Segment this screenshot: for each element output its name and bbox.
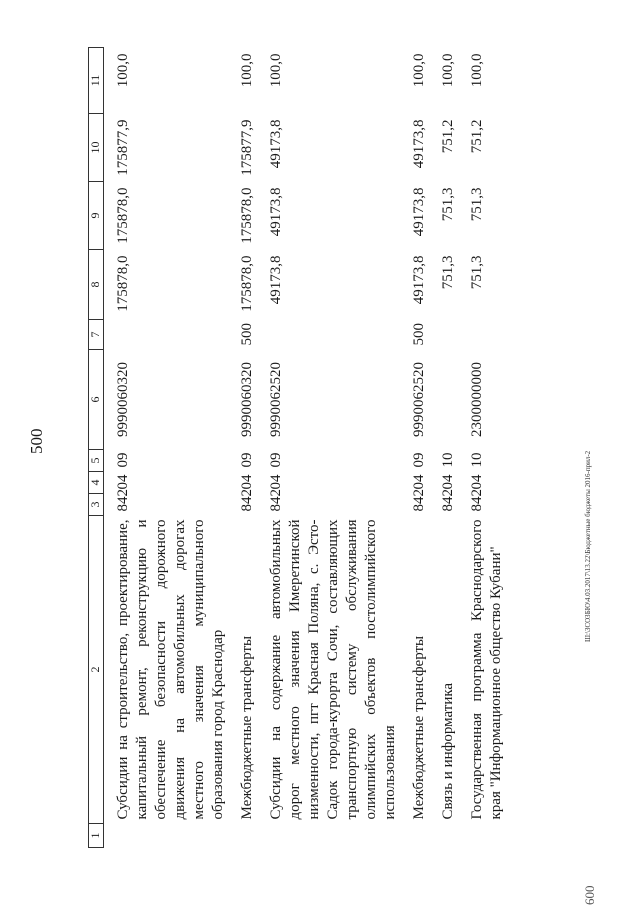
percent-col-11: 100,0	[469, 53, 485, 88]
percent-col-11: 100,0	[115, 53, 131, 88]
table-row	[406, 48, 429, 848]
target-article-code	[435, 350, 458, 450]
section-code: 04	[115, 474, 131, 490]
empty-cell	[110, 824, 228, 848]
grbs-code: 842	[469, 489, 485, 512]
target-article-code: 9990062520	[411, 362, 427, 437]
grbs-code: 842	[440, 489, 456, 512]
row-description: Связь и информатика	[440, 682, 456, 820]
value-col-10: 49173,8	[268, 119, 284, 169]
empty-cell	[464, 824, 506, 848]
table-row	[110, 48, 228, 848]
value-col-10: 175877,9	[115, 119, 131, 176]
target-article-code: 9990060320	[115, 362, 131, 437]
target-article-code: 9990062520	[268, 362, 284, 437]
percent-col-11: 100,0	[268, 53, 284, 88]
subsection-code: 10	[469, 452, 485, 468]
percent-col-11: 100,0	[239, 53, 255, 88]
percent-col-11: 100,0	[411, 53, 427, 88]
row-description: Государственная программа Краснодарского края "Информационное общество Кубани"	[469, 519, 504, 820]
value-col-9: 175878,0	[239, 187, 255, 244]
subsection-code: 09	[268, 452, 284, 468]
value-col-10: 751,2	[440, 119, 456, 154]
table-row	[435, 48, 458, 848]
empty-cell	[406, 824, 429, 848]
grbs-code: 842	[268, 489, 284, 512]
rotated-table-container	[88, 48, 608, 848]
col-header-11: 11	[89, 48, 104, 114]
empty-cell	[263, 824, 400, 848]
row-description: Межбюджетные трансферты	[239, 635, 255, 820]
file-path-note: Ш:\ЗСОЗБЮ\4.03.2017\13.22\Бюджетные бюджеты 2016-прил-2	[584, 450, 592, 642]
col-header-9: 9	[89, 182, 104, 250]
col-header-3: 3	[89, 494, 104, 516]
subsection-code: 09	[115, 452, 131, 468]
expense-type-code: 500	[239, 323, 255, 346]
col-header-2: 2	[89, 516, 104, 824]
col-header-8: 8	[89, 250, 104, 320]
grbs-code: 842	[239, 489, 255, 512]
section-code: 04	[469, 474, 485, 490]
table-row	[464, 48, 506, 848]
value-col-9: 751,3	[469, 187, 485, 222]
col-header-10: 10	[89, 114, 104, 182]
target-article-code: 2300000000	[469, 362, 485, 437]
value-col-9: 175878,0	[115, 187, 131, 244]
expense-type-code: 500	[411, 323, 427, 346]
value-col-9: 49173,8	[268, 187, 284, 237]
subsection-code: 09	[239, 452, 255, 468]
value-col-8: 751,3	[469, 255, 485, 290]
col-header-6: 6	[89, 350, 104, 450]
grbs-code: 842	[115, 489, 131, 512]
corner-page-number: 600	[582, 885, 597, 905]
value-col-8: 751,3	[440, 255, 456, 290]
section-code: 04	[411, 474, 427, 490]
row-description: Субсидии на строительство, проектирование, капитальный ремонт, реконструкцию и обеспечение безопасности дорожного движения на автомобильных дорогах местного значения муниципального образования город Краснодар	[115, 519, 226, 820]
expense-type-code	[110, 320, 228, 350]
value-col-8: 49173,8	[411, 255, 427, 305]
page-number: 500	[27, 428, 46, 454]
table-row	[263, 48, 400, 848]
value-col-8: 175878,0	[115, 255, 131, 312]
value-col-9: 751,3	[440, 187, 456, 222]
section-code: 04	[268, 474, 284, 490]
table-row	[234, 48, 257, 848]
col-header-4: 4	[89, 472, 104, 494]
value-col-8: 49173,8	[268, 255, 284, 305]
value-col-10: 49173,8	[411, 119, 427, 169]
grbs-code: 842	[411, 489, 427, 512]
row-description: Субсидии на содержание автомобильных дорог местного значения Имеретинской низменности, пгт Красная Поляна, с. Эсто-Садок города-курорта Сочи, составляющих транспортную систему обслуживания олимпийских объектов постолимпийского использования	[268, 519, 398, 820]
empty-cell	[234, 824, 257, 848]
expense-type-code	[464, 320, 506, 350]
expense-type-code	[435, 320, 458, 350]
subsection-code: 10	[440, 452, 456, 468]
budget-table	[88, 47, 506, 848]
header-row	[89, 48, 104, 848]
percent-col-11: 100,0	[440, 53, 456, 88]
value-col-9: 49173,8	[411, 187, 427, 237]
value-col-8: 175878,0	[239, 255, 255, 312]
col-header-7: 7	[89, 320, 104, 350]
col-header-1: 1	[89, 824, 104, 848]
section-code: 04	[440, 474, 456, 490]
row-description: Межбюджетные трансферты	[411, 635, 427, 820]
empty-cell	[435, 824, 458, 848]
value-col-10: 175877,9	[239, 119, 255, 176]
expense-type-code	[263, 320, 400, 350]
section-code: 04	[239, 474, 255, 490]
subsection-code: 09	[411, 452, 427, 468]
target-article-code: 9990060320	[239, 362, 255, 437]
col-header-5: 5	[89, 450, 104, 472]
value-col-10: 751,2	[469, 119, 485, 154]
